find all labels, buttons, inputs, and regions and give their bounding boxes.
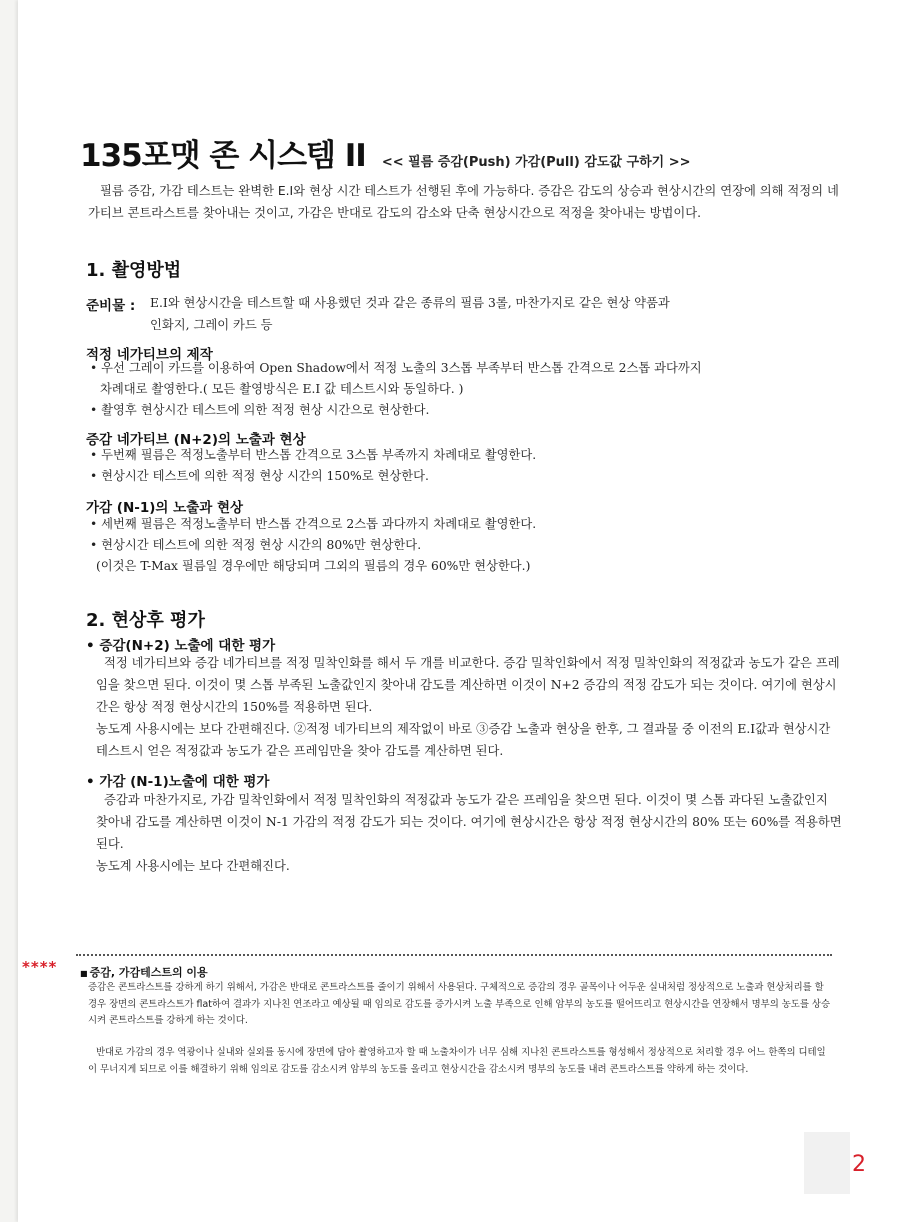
dotted-divider (76, 954, 832, 956)
section-title-evaluation: 2. 현상후 평가 (86, 610, 205, 631)
page-subtitle: << 필름 증감(Push) 가감(Pull) 감도값 구하기 >> (381, 155, 691, 170)
subsection-title: 증감 네가티브 (N+2)의 노출과 현상 (86, 432, 306, 448)
body-line: • 현상시간 테스트에 의한 적정 현상 시간의 80%만 현상한다. (90, 538, 422, 552)
paragraph-text: 증감과 마찬가지로, 가감 밀착인화에서 적정 밀착인화의 적정값과 농도가 같은 프레임을 찾으면 된다. 이것이 몇 스톱 과다된 노출값인지 찾아내 감도를 계산하면 이것이 N-1 가감의 적정 감도가 되는 것이다. 여기에 현상시간은 항상 적정 현상시간의 80% 또는 60%를 적용하면 된다. (96, 793, 842, 851)
body-line: • 우선 그레이 카드를 이용하여 Open Shadow에서 적정 노출의 3스톱 부족부터 반스톱 간격으로 2스톱 과다까지 (90, 361, 702, 375)
note-title (80, 964, 208, 980)
subsection-title: • 가감 (N-1)노출에 대한 평가 (86, 774, 270, 790)
body-line: • 두번째 필름은 적정노출부터 반스톱 간격으로 3스톱 부족까지 차례대로 촬영한다. (90, 448, 537, 462)
note-paragraph (88, 980, 834, 1030)
subsection-title: • 증감(N+2) 노출에 대한 평가 (86, 638, 276, 654)
note-title-text: 증감, 가감테스트의 이용 (89, 966, 208, 979)
note-text: 증감은 콘트라스트를 강하게 하기 위해서, 가감은 반대로 콘트라스트를 줄이기 위해서 사용된다. 구체적으로 증감의 경우 골목이나 어두운 실내처럼 정상적으로 노출과 현상처리를 할 경우 장면의 콘트라스트가 flat하여 결과가 지나친 연조라고 예상될 때 임의로 감도를 증가시켜 노출 부족으로 인해 암부의 농도를 떨어뜨리고 현상시간을 연장해서 명부의 농도를 상승시켜 콘트라스트를 강하게 하는 것이다. (88, 982, 830, 1026)
page-number-tab (804, 1132, 850, 1194)
intro-paragraph: 필름 증감, 가감 테스트는 완벽한 E.I와 현상 시간 테스트가 선행된 후에 가능하다. 증감은 감도의 상승과 현상시간의 연장에 의해 적정의 네가티브 콘트라스트를 찾아내는 것이고, 가감은 반대로 감도의 감소와 단축 현상시간으로 적정을 찾아내는 방법이다. (88, 184, 839, 220)
note-paragraph (88, 1045, 834, 1078)
body-line: (이것은 T-Max 필름일 경우에만 해당되며 그외의 필름의 경우 60%만 현상한다.) (96, 559, 531, 573)
prep-label: 준비물 : (86, 298, 136, 314)
evaluation-paragraph (96, 652, 842, 762)
paragraph-text: 적정 네가티브와 증감 네가티브를 적정 밀착인화를 해서 두 개를 비교한다. 증감 밀착인화에서 적정 밀착인화의 적정값과 농도가 같은 프레임을 찾으면 된다. 이것이 몇 스톱 부족된 노출값인지 찾아내 감도를 계산하면 이것이 N+2 증감의 적정 감도가 되는 것이다. 여기에 현상시간은 항상 적정 현상시간의 150%를 적용하면 된다. (96, 656, 840, 714)
paragraph-text: 농도계 사용시에는 보다 간편해진다. (96, 859, 290, 873)
note-text: 반대로 가감의 경우 역광이나 실내와 실외를 동시에 장면에 담아 촬영하고자 할 때 노출차이가 너무 심해 지나친 콘트라스트를 형성해서 정상적으로 처리할 경우 어느 한쪽의 디테일이 무너지게 되므로 이를 해결하기 위해 임의로 감도를 감소시켜 암부의 농도를 올리고 현상시간을 감소시켜 명부의 농도를 내려 콘트라스트를 약하게 하는 것이다. (88, 1047, 826, 1075)
subsection-title: 가감 (N-1)의 노출과 현상 (86, 500, 244, 516)
evaluation-paragraph (96, 789, 842, 877)
paragraph-text: 농도계 사용시에는 보다 간편해진다. ②적정 네가티브의 제작없이 바로 ③증감 노출과 현상을 한후, 그 결과물 중 이전의 E.I값과 현상시간 테스트시 얻은 적정값과 농도가 같은 프레임만을 찾아 감도를 계산하면 된다. (96, 722, 831, 758)
body-line: • 현상시간 테스트에 의한 적정 현상 시간의 150%로 현상한다. (90, 469, 429, 483)
star-marker: **** (22, 958, 58, 976)
body-line: • 촬영후 현상시간 테스트에 의한 적정 현상 시간으로 현상한다. (90, 403, 430, 417)
page-header (80, 130, 691, 175)
page-title: 135포맷 존 시스템 II (80, 138, 366, 174)
subsection-title: 적정 네가티브의 제작 (86, 347, 213, 363)
prep-line: 인화지, 그레이 카드 등 (150, 318, 273, 332)
body-line: 차례대로 촬영한다.( 모든 촬영방식은 E.I 값 테스트시와 동일하다. ) (100, 382, 464, 396)
prep-line: E.I와 현상시간을 테스트할 때 사용했던 것과 같은 종류의 필름 3롤, 마찬가지로 같은 현상 약품과 (150, 296, 670, 310)
square-bullet-icon: ■ (80, 969, 88, 978)
page-number: 2 (852, 1152, 866, 1177)
body-line: • 세번째 필름은 적정노출부터 반스톱 간격으로 2스톱 과다까지 차례대로 촬영한다. (90, 517, 537, 531)
section-title-shooting: 1. 촬영방법 (86, 260, 182, 281)
